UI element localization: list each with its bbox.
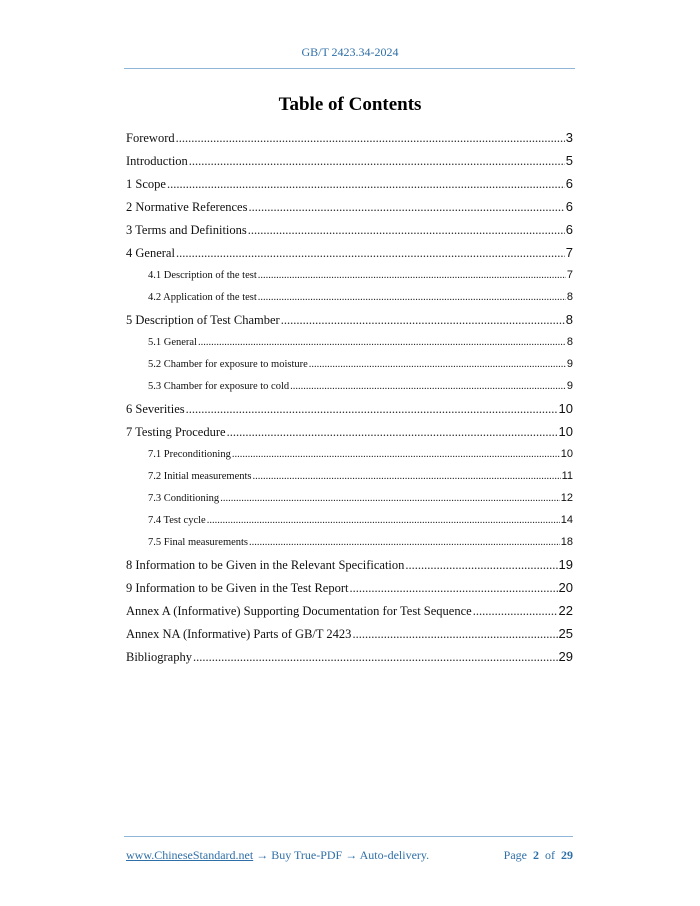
toc-entry-title: 7.2 Initial measurements xyxy=(148,471,252,482)
toc-entry[interactable] xyxy=(126,576,573,599)
toc-entry-page: 7 xyxy=(566,269,573,281)
toc-entry[interactable] xyxy=(126,172,573,195)
toc-entry-page: 5 xyxy=(565,153,573,168)
footer-divider xyxy=(124,836,573,837)
toc-entry-title: 7 Testing Procedure xyxy=(126,425,226,439)
toc-entry[interactable] xyxy=(126,599,573,622)
toc-entry-page: 18 xyxy=(560,536,573,548)
toc-dot-leader xyxy=(248,196,564,219)
page-footer xyxy=(126,848,573,863)
toc-entry-page: 25 xyxy=(558,626,573,641)
toc-entry[interactable] xyxy=(148,531,573,553)
toc-entry-title: 5.1 General xyxy=(148,337,197,348)
auto-delivery-text: Auto-delivery. xyxy=(359,848,430,862)
toc-entry-page: 20 xyxy=(558,580,573,595)
toc-entry-page: 12 xyxy=(560,492,573,504)
toc-dot-leader xyxy=(258,265,566,287)
toc-entry[interactable] xyxy=(126,126,573,149)
toc-entry-page: 10 xyxy=(558,401,573,416)
toc-entry[interactable] xyxy=(148,264,573,286)
toc-entry-title: 5.3 Chamber for exposure to cold xyxy=(148,381,290,392)
toc-entry[interactable] xyxy=(148,509,573,531)
toc-entry[interactable] xyxy=(126,553,573,576)
toc-entry-title: 1 Scope xyxy=(126,177,166,191)
running-header: GB/T 2423.34-2024 xyxy=(301,45,399,59)
toc-entry[interactable] xyxy=(126,397,573,420)
toc-entry-page: 9 xyxy=(566,380,573,392)
toc-entry-title: 7.5 Final measurements xyxy=(148,537,249,548)
arrow-icon: → xyxy=(256,848,269,862)
toc-entry[interactable] xyxy=(126,195,573,218)
toc-dot-leader xyxy=(290,376,566,398)
toc-entry[interactable] xyxy=(126,308,573,331)
toc-entry-page: 22 xyxy=(558,603,573,618)
page-indicator xyxy=(504,848,573,863)
toc-entry[interactable] xyxy=(126,622,573,645)
toc-entry-page: 3 xyxy=(565,130,573,145)
toc-dot-leader xyxy=(309,354,566,376)
toc-dot-leader xyxy=(249,532,560,554)
toc-dot-leader xyxy=(281,309,565,332)
toc-entry[interactable] xyxy=(148,487,573,509)
toc-entry-page: 8 xyxy=(566,336,573,348)
toc-entry-title: Foreword xyxy=(126,131,175,145)
toc-entry-page: 8 xyxy=(566,291,573,303)
toc-dot-leader xyxy=(232,444,560,466)
toc-dot-leader xyxy=(473,600,558,623)
toc-dot-leader xyxy=(248,219,565,242)
table-of-contents xyxy=(126,126,573,668)
toc-entry-title: 4.1 Description of the test xyxy=(148,270,257,281)
toc-dot-leader xyxy=(207,510,560,532)
toc-dot-leader xyxy=(193,646,558,669)
footer-left xyxy=(126,848,429,863)
toc-entry[interactable] xyxy=(148,353,573,375)
toc-entry-title: Annex NA (Informative) Parts of GB/T 2423 xyxy=(126,627,352,641)
toc-entry[interactable] xyxy=(126,420,573,443)
toc-dot-leader xyxy=(167,173,565,196)
toc-dot-leader xyxy=(176,127,565,150)
toc-entry-page: 14 xyxy=(560,514,573,526)
toc-dot-leader xyxy=(405,554,557,577)
toc-entry[interactable] xyxy=(148,465,573,487)
toc-entry-page: 6 xyxy=(565,222,573,237)
toc-entry-title: Introduction xyxy=(126,154,188,168)
toc-entry-page: 19 xyxy=(558,557,573,572)
toc-entry-title: Bibliography xyxy=(126,650,192,664)
toc-entry-title: 3 Terms and Definitions xyxy=(126,223,247,237)
header-divider xyxy=(124,68,575,69)
toc-entry[interactable] xyxy=(126,645,573,668)
toc-entry-title: 5.2 Chamber for exposure to moisture xyxy=(148,359,308,370)
toc-entry[interactable] xyxy=(126,149,573,172)
website-link[interactable]: www.ChineseStandard.net xyxy=(126,848,254,862)
toc-entry-page: 10 xyxy=(560,448,573,460)
toc-entry-title: 7.3 Conditioning xyxy=(148,493,220,504)
toc-entry-page: 9 xyxy=(566,358,573,370)
page-word: Page xyxy=(503,848,527,862)
toc-dot-leader xyxy=(176,242,565,265)
toc-dot-leader xyxy=(227,421,558,444)
toc-entry[interactable] xyxy=(148,331,573,353)
toc-entry-title: 8 Information to be Given in the Relevant Specification xyxy=(126,558,405,572)
toc-entry-page: 11 xyxy=(561,470,573,482)
page-title: Table of Contents xyxy=(278,94,422,115)
toc-entry[interactable] xyxy=(126,241,573,264)
toc-entry-title: 7.4 Test cycle xyxy=(148,515,206,526)
toc-entry[interactable] xyxy=(148,286,573,308)
arrow-icon: → xyxy=(345,848,358,862)
toc-entry[interactable] xyxy=(148,375,573,397)
of-word: of xyxy=(545,848,555,862)
toc-entry-title: 6 Severities xyxy=(126,402,185,416)
toc-entry-page: 10 xyxy=(558,424,573,439)
toc-entry-title: 2 Normative References xyxy=(126,200,248,214)
toc-entry-title: 5 Description of Test Chamber xyxy=(126,313,280,327)
toc-dot-leader xyxy=(186,398,558,421)
toc-entry-page: 7 xyxy=(565,245,573,260)
toc-entry[interactable] xyxy=(126,218,573,241)
toc-entry-page: 6 xyxy=(565,176,573,191)
toc-entry-title: 7.1 Preconditioning xyxy=(148,449,231,460)
toc-entry-page: 8 xyxy=(565,312,573,327)
toc-entry-title: Annex A (Informative) Supporting Documentation for Test Sequence xyxy=(126,604,472,618)
page-total: 29 xyxy=(561,848,573,862)
toc-dot-leader xyxy=(349,577,557,600)
toc-dot-leader xyxy=(352,623,557,646)
toc-dot-leader xyxy=(220,488,560,510)
toc-entry-page: 29 xyxy=(558,649,573,664)
page-current: 2 xyxy=(533,848,539,862)
toc-entry-title: 4 General xyxy=(126,246,175,260)
buy-true-pdf-link[interactable]: Buy True-PDF xyxy=(271,848,343,862)
toc-entry-page: 6 xyxy=(565,199,573,214)
toc-entry[interactable] xyxy=(148,443,573,465)
toc-entry-title: 9 Information to be Given in the Test Report xyxy=(126,581,349,595)
toc-dot-leader xyxy=(189,150,565,173)
toc-dot-leader xyxy=(258,287,566,309)
toc-dot-leader xyxy=(198,332,566,354)
toc-dot-leader xyxy=(253,466,561,488)
toc-entry-title: 4.2 Application of the test xyxy=(148,292,257,303)
